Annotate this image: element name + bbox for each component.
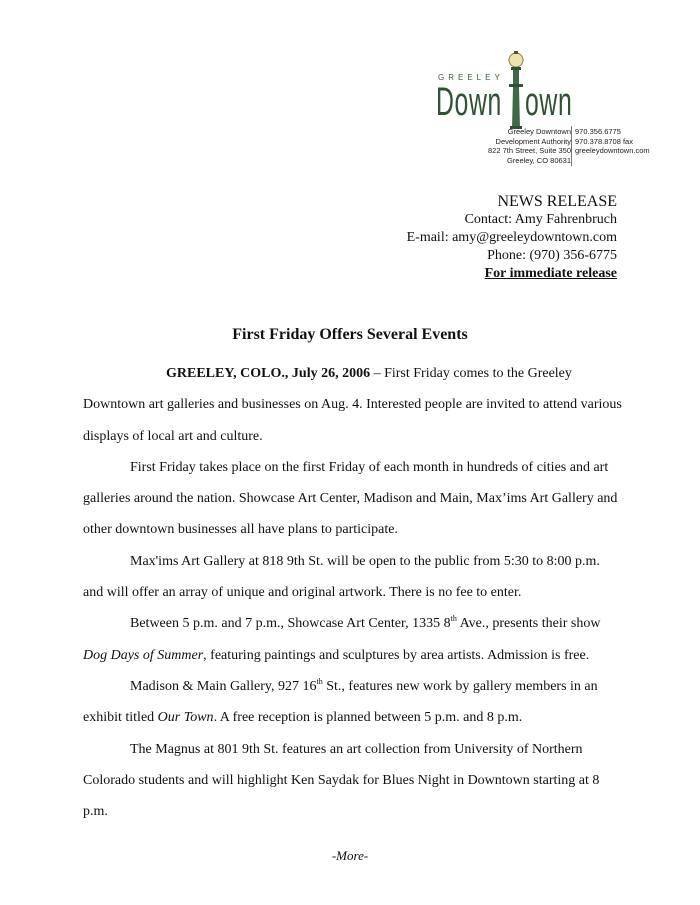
- greeley-downtown-logo: [432, 50, 582, 130]
- address-line: Development Authority: [495, 136, 571, 146]
- logo-down-text: Down: [436, 80, 502, 124]
- contact-name: Contact: Amy Fahrenbruch: [464, 212, 617, 227]
- contact-email: E-mail: amy@greeleydowntown.com: [406, 230, 617, 245]
- paragraph-text: Between 5 p.m. and 7 p.m., Showcase Art Center, 1335 8: [130, 616, 451, 632]
- fax-number: 970.378.8708 fax: [575, 136, 633, 146]
- show-title: Dog Days of Summer: [83, 647, 204, 663]
- address-line: Greeley Downtown: [507, 127, 571, 136]
- more-indicator: -More-: [331, 848, 369, 863]
- contact-info-block: [575, 127, 650, 156]
- paragraph-text: . A free reception is planned between 5 p.m. and 8 p.m.: [213, 710, 523, 726]
- paragraph-6: The Magnus at 801 9th St. features an art collection from University of Northern Colorado students and will highlight Ken Saydak for Blues Night in Downtown starting at 8 p.m.: [83, 741, 600, 820]
- paragraph-text: , featuring paintings and sculptures by area artists. Admission is free.: [203, 647, 590, 663]
- address-line: 822 7th Street, Suite 350: [488, 146, 571, 155]
- paragraph-text: St., features new work by gallery members in an exhibit titled: [83, 678, 598, 726]
- logo-own-text: own: [525, 80, 573, 124]
- paragraph-3: Max'ims Art Gallery at 818 9th St. will be open to the public from 5:30 to 8:00 p.m. and will offer an array of unique and original artwork. There is no fee to enter.: [83, 553, 600, 601]
- logo-greeley-text: GREELEY: [438, 73, 504, 82]
- release-note: For immediate release: [484, 266, 617, 281]
- superscript: th: [316, 676, 323, 686]
- article-title: First Friday Offers Several Events: [232, 326, 468, 343]
- address-divider: [571, 126, 572, 166]
- street-lamp-icon: [505, 50, 527, 130]
- website: greeleydowntown.com: [575, 146, 650, 155]
- dateline: GREELEY, COLO., July 26, 2006: [166, 366, 371, 381]
- paragraph-4: [83, 608, 623, 671]
- release-contact-block: [407, 193, 617, 283]
- superscript: th: [450, 614, 457, 624]
- paragraph-5: [83, 671, 623, 734]
- paragraph-text: Madison & Main Gallery, 927 16: [130, 678, 317, 694]
- paragraph-text: Ave., presents their show: [456, 616, 601, 632]
- paragraph-1: [83, 358, 623, 452]
- exhibit-title: Our Town: [157, 710, 214, 726]
- paragraph-2: First Friday takes place on the first Friday of each month in hundreds of cities and art galleries around the nation. Showcase Art Center, Madison and Main, Max’ims Art Gallery and other downtown businesses all have plans to participate.: [83, 459, 618, 538]
- phone-number: 970.356.6775: [575, 127, 621, 136]
- address-block: [488, 127, 571, 165]
- article-body: [83, 358, 623, 827]
- address-line: Greeley, CO 80631: [506, 155, 571, 165]
- contact-phone: Phone: (970) 356-6775: [487, 248, 617, 263]
- paragraph-text: – First Friday comes to the Greeley Downtown art galleries and businesses on Aug. 4. Interested people are invited to attend various displays of local art and culture.: [83, 366, 622, 444]
- news-release-heading: NEWS RELEASE: [497, 193, 617, 210]
